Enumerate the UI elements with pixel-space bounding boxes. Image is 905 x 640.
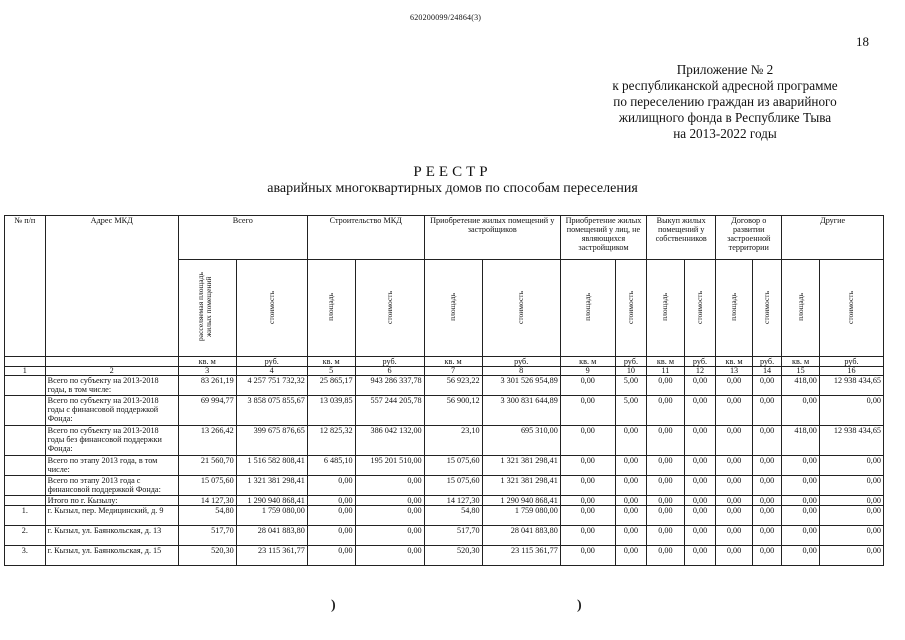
table-cell: 0,00 (647, 476, 685, 496)
column-number: 2 (45, 367, 178, 376)
row-label: Итого по г. Кызылу: (45, 496, 178, 506)
table-cell: 0,00 (716, 506, 753, 526)
row-label: Всего по субъекту на 2013-2018 годы, в том числе: (45, 376, 178, 396)
table-cell: 0,00 (782, 546, 820, 566)
row-number (5, 376, 46, 396)
unit-area: кв. м (647, 357, 685, 367)
column-number: 8 (482, 367, 560, 376)
subheader-cost (684, 260, 716, 357)
table-cell: 21 560,70 (178, 456, 236, 476)
table-cell: 195 201 510,00 (355, 456, 424, 476)
table-cell: 0,00 (647, 396, 685, 426)
table-cell: 0,00 (684, 546, 716, 566)
table-cell: 0,00 (684, 456, 716, 476)
table-cell: 0,00 (752, 526, 781, 546)
table-cell: 0,00 (716, 526, 753, 546)
table-cell: 5,00 (615, 396, 647, 426)
table-cell: 0,00 (615, 526, 647, 546)
table-row (5, 496, 884, 506)
table-cell: 1 321 381 298,41 (236, 476, 307, 496)
subheader-text: стоимость (625, 290, 635, 324)
subheader-cost (819, 260, 883, 357)
table-cell: 0,00 (782, 506, 820, 526)
table-cell: 0,00 (560, 426, 615, 456)
table-cell: 1 290 940 868,41 (482, 496, 560, 506)
table-cell: 0,00 (615, 456, 647, 476)
appendix-note (560, 62, 890, 142)
subheader-text: стоимость (384, 290, 394, 324)
table-cell: 399 675 876,65 (236, 426, 307, 456)
table-cell: 0,00 (684, 396, 716, 426)
subheader-area (716, 260, 753, 357)
table-cell: 0,00 (615, 506, 647, 526)
table-cell: 5,00 (615, 376, 647, 396)
table-cell: 0,00 (684, 476, 716, 496)
table-cell: 520,30 (424, 546, 482, 566)
table-cell: 0,00 (560, 546, 615, 566)
row-number: 3. (5, 546, 46, 566)
row-label: Всего по этапу 2013 года, в том числе: (45, 456, 178, 476)
table-cell: 0,00 (819, 526, 883, 546)
appendix-line: на 2013-2022 годы (673, 126, 777, 141)
subheader-cost (752, 260, 781, 357)
units-cell (45, 357, 178, 367)
column-number: 6 (355, 367, 424, 376)
header-group-buyout: Выкуп жилых помещений у собственников (647, 216, 716, 260)
table-cell: 0,00 (560, 376, 615, 396)
row-label: Всего по субъекту на 2013-2018 годы без финансовой поддержки Фонда: (45, 426, 178, 456)
table-cell: 1 321 381 298,41 (482, 456, 560, 476)
table-cell: 0,00 (647, 526, 685, 546)
row-number: 1. (5, 506, 46, 526)
table-cell: 83 261,19 (178, 376, 236, 396)
table-cell: 0,00 (782, 476, 820, 496)
table-cell: 0,00 (819, 396, 883, 426)
document-id: 620200099/24864(3) (410, 13, 482, 22)
table-cell: 695 310,00 (482, 426, 560, 456)
unit-rub: руб. (615, 357, 647, 367)
table-cell: 0,00 (819, 546, 883, 566)
column-number: 5 (307, 367, 355, 376)
subheader-text: стоимость (762, 290, 772, 324)
header-num: № п/п (5, 216, 46, 357)
row-label: г. Кызыл, ул. Баянкольская, д. 15 (45, 546, 178, 566)
table-row (5, 426, 884, 456)
table-cell: 0,00 (819, 496, 883, 506)
table-cell: 54,80 (424, 506, 482, 526)
subheader-area (307, 260, 355, 357)
table-cell: 56 923,22 (424, 376, 482, 396)
table-row (5, 526, 884, 546)
table-cell: 0,00 (647, 546, 685, 566)
table-cell: 15 075,60 (178, 476, 236, 496)
column-number: 1 (5, 367, 46, 376)
unit-area: кв. м (307, 357, 355, 367)
table-cell: 0,00 (684, 496, 716, 506)
row-number: 2. (5, 526, 46, 546)
table-cell: 0,00 (615, 496, 647, 506)
table-cell: 0,00 (355, 546, 424, 566)
table-cell: 0,00 (560, 456, 615, 476)
table-cell: 0,00 (615, 546, 647, 566)
header-group-developer: Приобретение жилых помещений у застройщиков (424, 216, 560, 260)
row-label: г. Кызыл, пер. Медицинский, д. 9 (45, 506, 178, 526)
table-cell: 517,70 (178, 526, 236, 546)
page-number: 18 (856, 34, 869, 49)
table-cell: 517,70 (424, 526, 482, 546)
subheader-text: стоимость (695, 290, 704, 324)
table-cell: 0,00 (684, 376, 716, 396)
unit-rub: руб. (752, 357, 781, 367)
subheader-text: площадь (729, 293, 739, 321)
table-cell: 23 115 361,77 (236, 546, 307, 566)
table-row (5, 396, 884, 426)
table-cell: 14 127,30 (424, 496, 482, 506)
table-cell: 0,00 (752, 476, 781, 496)
subheader-text: площадь (326, 293, 336, 321)
table-cell: 0,00 (647, 376, 685, 396)
table-cell: 6 485,10 (307, 456, 355, 476)
table-cell: 0,00 (307, 526, 355, 546)
table-row (5, 456, 884, 476)
register-title: РЕЕСТР (413, 164, 492, 180)
table-cell: 0,00 (782, 496, 820, 506)
table-cell: 0,00 (782, 456, 820, 476)
subheader-cost (355, 260, 424, 357)
row-number (5, 426, 46, 456)
subheader-text: площадь (448, 293, 458, 321)
table-cell: 0,00 (647, 506, 685, 526)
column-number: 12 (684, 367, 716, 376)
table-cell: 0,00 (560, 526, 615, 546)
table-cell: 13 266,42 (178, 426, 236, 456)
table-cell: 0,00 (560, 396, 615, 426)
table-cell: 3 300 831 644,89 (482, 396, 560, 426)
column-number: 16 (819, 367, 883, 376)
row-label: Всего по этапу 2013 года с финансовой поддержкой Фонда: (45, 476, 178, 496)
table-cell: 56 900,12 (424, 396, 482, 426)
units-row (5, 357, 884, 367)
table-cell: 1 290 940 868,41 (236, 496, 307, 506)
table-cell: 386 042 132,00 (355, 426, 424, 456)
table-cell: 3 858 075 855,67 (236, 396, 307, 426)
unit-rub: руб. (684, 357, 716, 367)
scan-mark: ) (577, 598, 582, 613)
table-cell: 0,00 (752, 396, 781, 426)
table-cell: 0,00 (819, 506, 883, 526)
table-cell: 0,00 (684, 526, 716, 546)
header-group-other: Другие (782, 216, 884, 260)
table-cell: 0,00 (819, 476, 883, 496)
table-cell: 418,00 (782, 426, 820, 456)
unit-area: кв. м (716, 357, 753, 367)
table-cell: 12 938 434,65 (819, 376, 883, 396)
column-number-row (5, 367, 884, 376)
appendix-line: Приложение № 2 (676, 62, 774, 77)
table-cell: 0,00 (615, 476, 647, 496)
subheader-area (782, 260, 820, 357)
row-label: г. Кызыл, ул. Баянкольская, д. 13 (45, 526, 178, 546)
subheader-area (647, 260, 685, 357)
table-cell: 1 516 582 808,41 (236, 456, 307, 476)
column-number: 4 (236, 367, 307, 376)
table-cell: 0,00 (560, 506, 615, 526)
table-cell: 0,00 (684, 426, 716, 456)
subheader-area-total (178, 260, 236, 357)
table-cell: 0,00 (307, 496, 355, 506)
table-cell: 0,00 (716, 476, 753, 496)
subheader-text: площадь (660, 293, 670, 321)
table-cell: 0,00 (647, 426, 685, 456)
table-cell: 15 075,60 (424, 476, 482, 496)
appendix-line: жилищного фонда в Республике Тыва (618, 110, 832, 125)
table-row (5, 506, 884, 526)
header-group-non-developer: Приобретение жилых помещений у лиц, не являющихся застройщиком (560, 216, 646, 260)
subheader-cost (236, 260, 307, 357)
table-cell: 1 759 080,00 (236, 506, 307, 526)
table-cell: 0,00 (752, 376, 781, 396)
table-cell: 14 127,30 (178, 496, 236, 506)
column-number: 13 (716, 367, 753, 376)
table-cell: 0,00 (716, 376, 753, 396)
table-cell: 0,00 (752, 426, 781, 456)
table-cell: 0,00 (560, 476, 615, 496)
table-cell: 520,30 (178, 546, 236, 566)
row-number (5, 456, 46, 476)
table-row (5, 546, 884, 566)
column-number: 10 (615, 367, 647, 376)
unit-rub: руб. (482, 357, 560, 367)
table-cell: 15 075,60 (424, 456, 482, 476)
subheader-area (560, 260, 615, 357)
table-cell: 0,00 (752, 496, 781, 506)
table-cell: 0,00 (819, 456, 883, 476)
table-cell: 0,00 (560, 496, 615, 506)
column-number: 15 (782, 367, 820, 376)
table-cell: 12 938 434,65 (819, 426, 883, 456)
header-group-total: Всего (178, 216, 307, 260)
column-number: 7 (424, 367, 482, 376)
unit-area: кв. м (560, 357, 615, 367)
row-number (5, 396, 46, 426)
table-cell: 3 301 526 954,89 (482, 376, 560, 396)
header-group-territory: Договор о развитии застроенной территории (716, 216, 782, 260)
unit-area: кв. м (178, 357, 236, 367)
table-cell: 13 039,85 (307, 396, 355, 426)
scan-mark: ) (331, 598, 336, 613)
table-cell: 0,00 (752, 456, 781, 476)
unit-area: кв. м (782, 357, 820, 367)
header-group-construction: Строительство МКД (307, 216, 424, 260)
column-number: 3 (178, 367, 236, 376)
table-cell: 0,00 (307, 506, 355, 526)
column-number: 14 (752, 367, 781, 376)
table-cell: 943 286 337,78 (355, 376, 424, 396)
subheader-text: площадь (795, 293, 805, 321)
table-cell: 0,00 (716, 426, 753, 456)
units-cell (5, 357, 46, 367)
table-cell: 28 041 883,80 (482, 526, 560, 546)
table-cell: 0,00 (716, 456, 753, 476)
table-cell: 0,00 (355, 476, 424, 496)
table-cell: 69 994,77 (178, 396, 236, 426)
register-subtitle: аварийных многоквартирных домов по способам переселения (267, 181, 638, 196)
table-cell: 0,00 (684, 506, 716, 526)
table-cell: 0,00 (782, 526, 820, 546)
appendix-line: к республиканской адресной программе (612, 78, 838, 93)
row-number (5, 496, 46, 506)
subheader-cost (482, 260, 560, 357)
appendix-line: по переселению граждан из аварийного (613, 94, 837, 109)
table-cell: 0,00 (307, 546, 355, 566)
column-number: 11 (647, 367, 685, 376)
table-cell: 54,80 (178, 506, 236, 526)
unit-rub: руб. (355, 357, 424, 367)
table-cell: 4 257 751 732,32 (236, 376, 307, 396)
unit-rub: руб. (819, 357, 883, 367)
table-row (5, 476, 884, 496)
subheader-text: стоимость (266, 290, 276, 324)
table-body (5, 376, 884, 566)
table-cell: 0,00 (307, 476, 355, 496)
table-cell: 28 041 883,80 (236, 526, 307, 546)
table-cell: 0,00 (615, 426, 647, 456)
table-cell: 1 321 381 298,41 (482, 476, 560, 496)
table-cell: 23 115 361,77 (482, 546, 560, 566)
column-number: 9 (560, 367, 615, 376)
table-cell: 12 825,32 (307, 426, 355, 456)
unit-rub: руб. (236, 357, 307, 367)
table-cell: 25 865,17 (307, 376, 355, 396)
table-cell: 0,00 (716, 396, 753, 426)
subheader-text: стоимость (846, 290, 856, 324)
table-cell: 0,00 (355, 496, 424, 506)
table-cell: 557 244 205,78 (355, 396, 424, 426)
register-table (4, 215, 884, 566)
table-cell: 0,00 (716, 546, 753, 566)
subheader-text: площадь (582, 293, 592, 321)
table-cell: 0,00 (752, 546, 781, 566)
table-cell: 0,00 (647, 496, 685, 506)
table-cell: 0,00 (752, 506, 781, 526)
subheader-text: стоимость (516, 290, 526, 324)
row-number (5, 476, 46, 496)
subheader-area (424, 260, 482, 357)
header-address: Адрес МКД (45, 216, 178, 357)
table-cell: 0,00 (782, 396, 820, 426)
subheader-text: расселяемая площадь жилых помещений (196, 272, 214, 342)
table-cell: 1 759 080,00 (482, 506, 560, 526)
table-cell: 0,00 (716, 496, 753, 506)
unit-area: кв. м (424, 357, 482, 367)
subheader-cost (615, 260, 647, 357)
table-row (5, 376, 884, 396)
table-cell: 0,00 (647, 456, 685, 476)
table-cell: 0,00 (355, 506, 424, 526)
row-label: Всего по субъекту на 2013-2018 годы с финансовой поддержкой Фонда: (45, 396, 178, 426)
table-cell: 23,10 (424, 426, 482, 456)
table-cell: 0,00 (355, 526, 424, 546)
table-cell: 418,00 (782, 376, 820, 396)
